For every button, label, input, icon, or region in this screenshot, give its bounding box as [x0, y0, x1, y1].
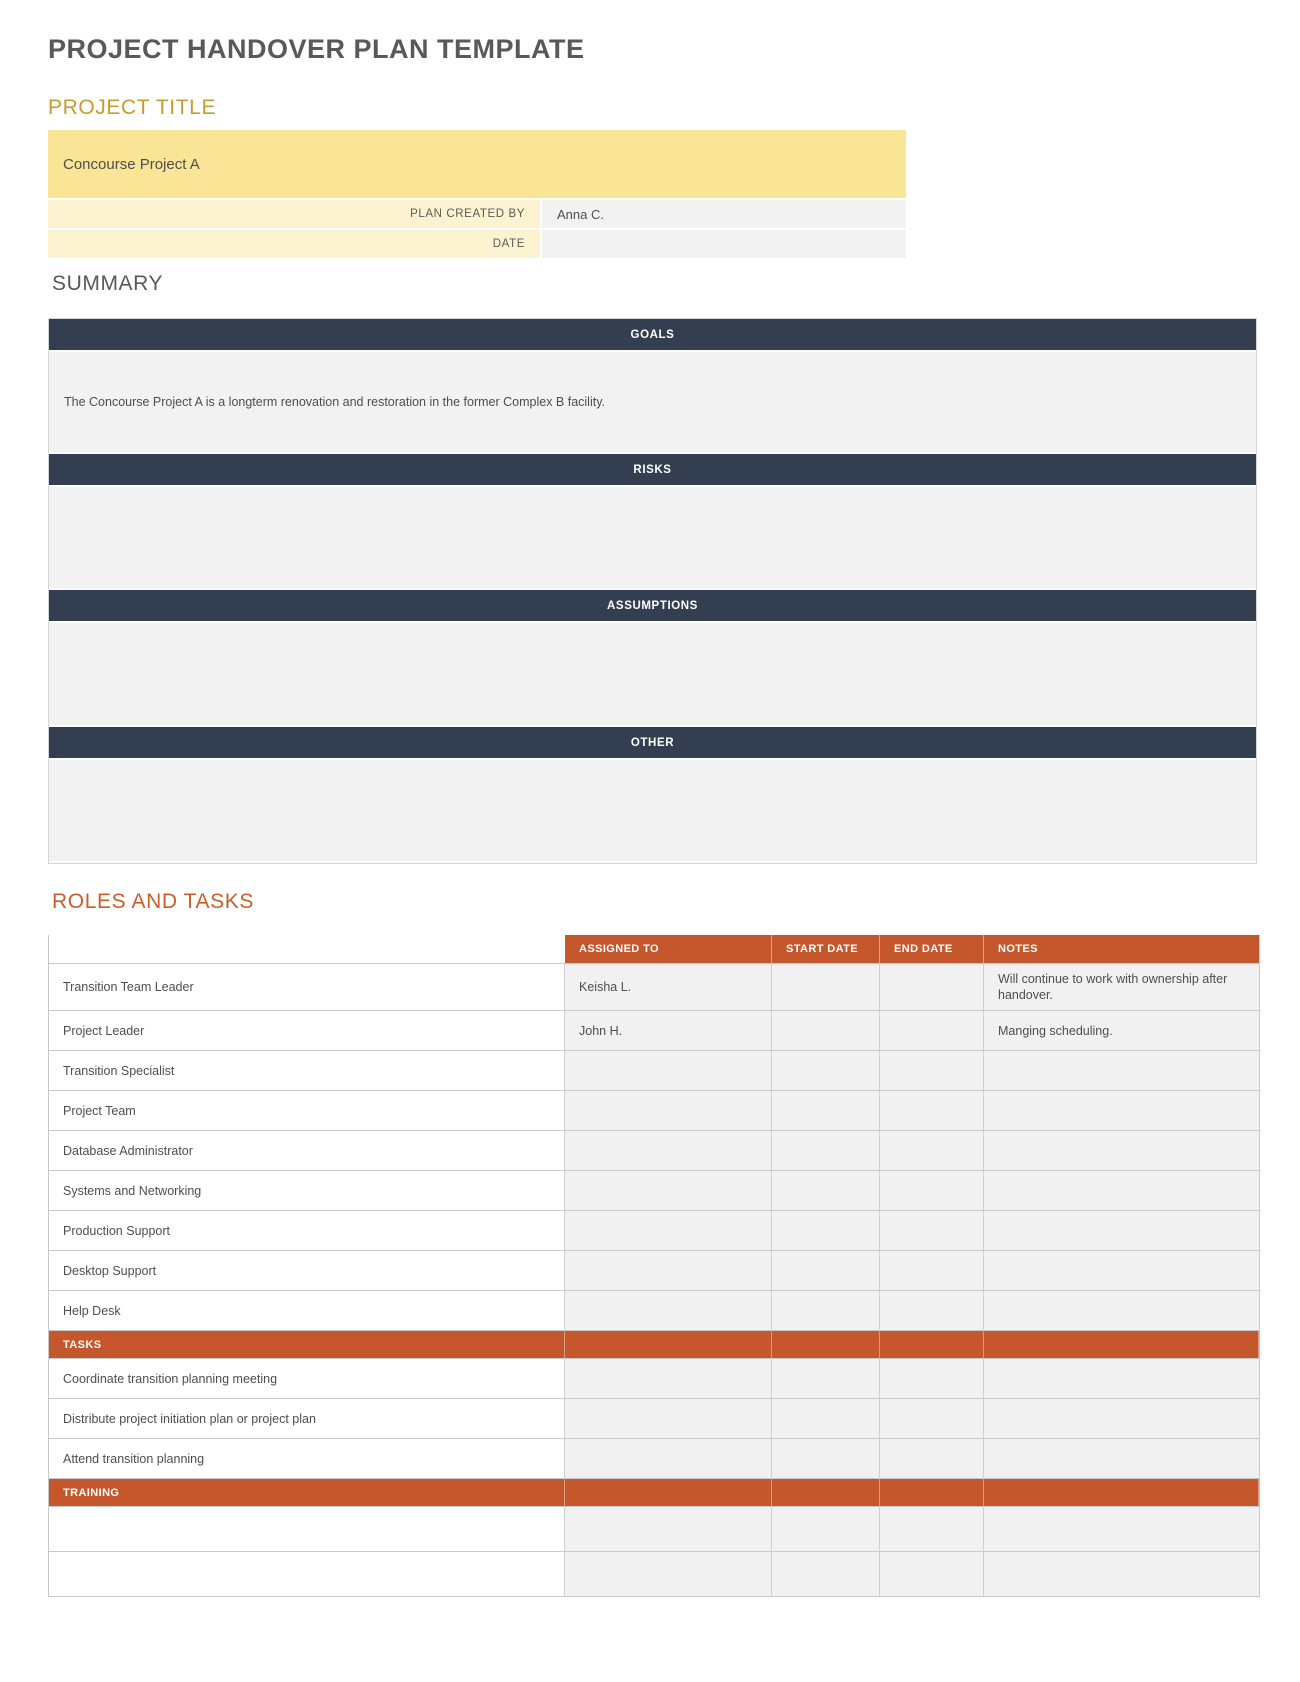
role-cell[interactable]: Production Support: [49, 1211, 565, 1250]
notes-cell[interactable]: [984, 1211, 1259, 1250]
assigned-to-cell[interactable]: [565, 1171, 772, 1210]
plan-created-by-label: PLAN CREATED BY: [48, 200, 540, 228]
end-date-cell[interactable]: [880, 1051, 984, 1090]
role-cell[interactable]: Systems and Networking: [49, 1171, 565, 1210]
plan-created-by-row: [48, 200, 906, 230]
section-cell: [565, 1331, 772, 1358]
start-date-cell[interactable]: [772, 1091, 880, 1130]
role-cell[interactable]: Transition Team Leader: [49, 964, 565, 1010]
notes-cell[interactable]: [984, 1251, 1259, 1290]
roles-tasks-table: [48, 935, 1260, 1597]
assigned-to-cell[interactable]: [565, 1211, 772, 1250]
assigned-to-cell[interactable]: [565, 1359, 772, 1398]
table-row: [49, 1506, 1259, 1551]
section-row-tasks: [49, 1330, 1259, 1358]
assumptions-header: ASSUMPTIONS: [49, 590, 1256, 623]
start-date-cell[interactable]: [772, 1507, 880, 1551]
section-label: TASKS: [49, 1331, 565, 1358]
table-row: [49, 1050, 1259, 1090]
start-date-column-header: START DATE: [772, 935, 880, 963]
end-date-cell[interactable]: [880, 1552, 984, 1596]
end-date-cell[interactable]: [880, 1131, 984, 1170]
start-date-cell[interactable]: [772, 1291, 880, 1330]
end-date-cell[interactable]: [880, 1507, 984, 1551]
notes-cell[interactable]: [984, 1439, 1259, 1478]
notes-cell[interactable]: [984, 1552, 1259, 1596]
risks-header: RISKS: [49, 454, 1256, 487]
end-date-cell[interactable]: [880, 1399, 984, 1438]
notes-cell[interactable]: Will continue to work with ownership after handover.: [984, 964, 1259, 1010]
notes-cell[interactable]: Manging scheduling.: [984, 1011, 1259, 1050]
table-row: [49, 1358, 1259, 1398]
role-cell[interactable]: Project Leader: [49, 1011, 565, 1050]
project-title-heading: PROJECT TITLE: [48, 96, 217, 119]
other-header: OTHER: [49, 727, 1256, 760]
end-date-cell[interactable]: [880, 1091, 984, 1130]
section-cell: [880, 1479, 984, 1506]
section-cell: [565, 1479, 772, 1506]
table-row: [49, 1010, 1259, 1050]
roles-and-tasks-heading: ROLES AND TASKS: [52, 890, 254, 913]
table-row: [49, 1130, 1259, 1170]
assigned-to-cell[interactable]: [565, 1091, 772, 1130]
end-date-cell[interactable]: [880, 1211, 984, 1250]
notes-cell[interactable]: [984, 1507, 1259, 1551]
section-cell: [984, 1331, 1259, 1358]
assigned-to-cell[interactable]: Keisha L.: [565, 964, 772, 1010]
assigned-to-cell[interactable]: [565, 1399, 772, 1438]
table-row: [49, 963, 1259, 1010]
section-row-training: [49, 1478, 1259, 1506]
start-date-cell[interactable]: [772, 1359, 880, 1398]
start-date-cell[interactable]: [772, 1131, 880, 1170]
notes-cell[interactable]: [984, 1359, 1259, 1398]
notes-cell[interactable]: [984, 1091, 1259, 1130]
assigned-to-cell[interactable]: [565, 1251, 772, 1290]
table-row: [49, 1290, 1259, 1330]
roles-table-header-row: [49, 935, 1259, 963]
notes-cell[interactable]: [984, 1291, 1259, 1330]
end-date-cell[interactable]: [880, 1011, 984, 1050]
start-date-cell[interactable]: [772, 1171, 880, 1210]
role-cell[interactable]: Distribute project initiation plan or project plan: [49, 1399, 565, 1438]
table-row: [49, 1170, 1259, 1210]
role-cell[interactable]: Project Team: [49, 1091, 565, 1130]
table-row: [49, 1551, 1259, 1596]
assigned-to-cell[interactable]: [565, 1439, 772, 1478]
end-date-cell[interactable]: [880, 1171, 984, 1210]
role-cell[interactable]: Help Desk: [49, 1291, 565, 1330]
table-row: [49, 1090, 1259, 1130]
role-cell[interactable]: [49, 1552, 565, 1596]
table-row: [49, 1398, 1259, 1438]
notes-cell[interactable]: [984, 1399, 1259, 1438]
section-cell: [772, 1479, 880, 1506]
role-cell[interactable]: Transition Specialist: [49, 1051, 565, 1090]
roles-table-body: [49, 963, 1259, 1596]
assigned-to-column-header: ASSIGNED TO: [565, 935, 772, 963]
table-row: [49, 1250, 1259, 1290]
other-content[interactable]: [49, 760, 1256, 863]
goals-content[interactable]: The Concourse Project A is a longterm renovation and restoration in the former Complex B facility.: [49, 352, 1256, 454]
role-cell[interactable]: Coordinate transition planning meeting: [49, 1359, 565, 1398]
project-title-table: [48, 130, 906, 260]
assigned-to-cell[interactable]: [565, 1507, 772, 1551]
assigned-to-cell[interactable]: [565, 1291, 772, 1330]
table-row: [49, 1210, 1259, 1250]
assigned-to-cell[interactable]: [565, 1131, 772, 1170]
section-label: TRAINING: [49, 1479, 565, 1506]
end-date-cell[interactable]: [880, 1251, 984, 1290]
plan-created-by-value[interactable]: Anna C.: [540, 200, 906, 228]
notes-cell[interactable]: [984, 1171, 1259, 1210]
date-label: DATE: [48, 230, 540, 258]
notes-cell[interactable]: [984, 1131, 1259, 1170]
end-date-cell[interactable]: [880, 1359, 984, 1398]
role-cell[interactable]: [49, 1507, 565, 1551]
role-cell[interactable]: Attend transition planning: [49, 1439, 565, 1478]
start-date-cell[interactable]: [772, 1251, 880, 1290]
section-cell: [772, 1331, 880, 1358]
start-date-cell[interactable]: [772, 964, 880, 1010]
assigned-to-cell[interactable]: [565, 1552, 772, 1596]
section-cell: [984, 1479, 1259, 1506]
assumptions-content[interactable]: [49, 623, 1256, 727]
roles-column-header: ROLES: [49, 935, 565, 963]
notes-cell[interactable]: [984, 1051, 1259, 1090]
date-value[interactable]: [540, 230, 906, 258]
summary-table: [48, 318, 1257, 864]
role-cell[interactable]: Database Administrator: [49, 1131, 565, 1170]
assigned-to-cell[interactable]: [565, 1051, 772, 1090]
start-date-cell[interactable]: [772, 1439, 880, 1478]
assigned-to-cell[interactable]: John H.: [565, 1011, 772, 1050]
table-row: [49, 1438, 1259, 1478]
start-date-cell[interactable]: [772, 1011, 880, 1050]
section-cell: [880, 1331, 984, 1358]
notes-column-header: NOTES: [998, 943, 1038, 955]
project-name-cell[interactable]: Concourse Project A: [48, 130, 906, 200]
end-date-cell[interactable]: [880, 1439, 984, 1478]
role-cell[interactable]: Desktop Support: [49, 1251, 565, 1290]
page-title: PROJECT HANDOVER PLAN TEMPLATE: [48, 34, 585, 64]
start-date-cell[interactable]: [772, 1552, 880, 1596]
end-date-cell[interactable]: [880, 1291, 984, 1330]
date-row: [48, 230, 906, 260]
start-date-cell[interactable]: [772, 1051, 880, 1090]
end-date-cell[interactable]: [880, 964, 984, 1010]
start-date-cell[interactable]: [772, 1211, 880, 1250]
end-date-column-header: END DATE: [880, 935, 984, 963]
risks-content[interactable]: [49, 487, 1256, 590]
summary-heading: SUMMARY: [52, 272, 164, 295]
goals-header: GOALS: [49, 319, 1256, 352]
start-date-cell[interactable]: [772, 1399, 880, 1438]
